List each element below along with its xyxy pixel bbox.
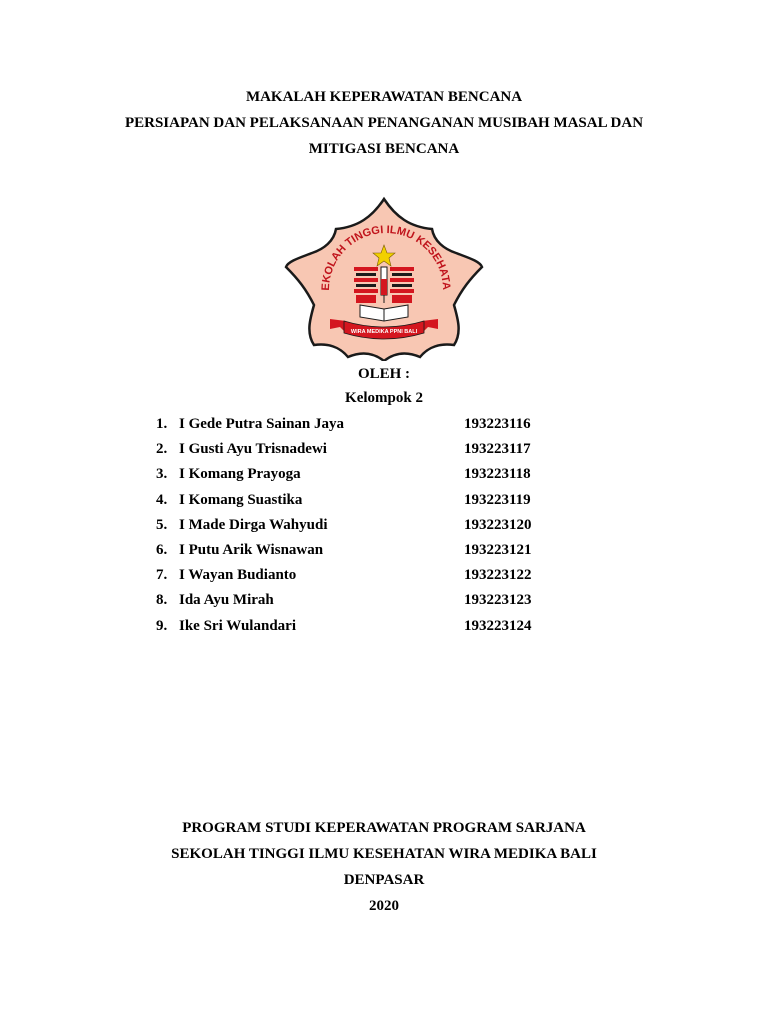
member-name: I Made Dirga Wahyudi	[179, 516, 328, 533]
member-row	[156, 617, 576, 642]
member-name: Ike Sri Wulandari	[179, 617, 296, 634]
member-row	[156, 415, 576, 440]
title-line-3: MITIGASI BENCANA	[308, 141, 460, 157]
document-title	[0, 86, 768, 164]
institution-logo	[284, 195, 484, 361]
member-row	[156, 516, 576, 541]
year-label: 2020	[369, 898, 399, 914]
title-line-2: PERSIAPAN DAN PELAKSANAAN PENANGANAN MUSIBAH MASAL DAN	[124, 115, 644, 131]
member-row	[156, 541, 576, 566]
member-number: 6.	[156, 541, 168, 558]
member-number: 2.	[156, 441, 168, 458]
member-id: 193223124	[464, 617, 532, 634]
school-name: SEKOLAH TINGGI ILMU KESEHATAN WIRA MEDIKA BALI	[171, 846, 597, 862]
member-id: 193223119	[464, 491, 531, 508]
member-number: 3.	[156, 466, 168, 483]
member-number: 9.	[156, 617, 168, 634]
member-name: I Gusti Ayu Trisnadewi	[179, 441, 327, 458]
institution-footer	[0, 818, 768, 922]
logo-ribbon-text: WIRA MEDIKA PPNI BALI	[350, 329, 418, 335]
member-name: Ida Ayu Mirah	[179, 592, 274, 609]
member-number: 4.	[156, 491, 168, 508]
member-list	[156, 415, 576, 642]
city-name: DENPASAR	[343, 872, 425, 888]
member-row	[156, 566, 576, 591]
title-line-1: MAKALAH KEPERAWATAN BENCANA	[245, 89, 523, 105]
program-name: PROGRAM STUDI KEPERAWATAN PROGRAM SARJANA	[182, 820, 586, 836]
member-id: 193223117	[464, 441, 531, 458]
member-number: 7.	[156, 567, 168, 584]
member-name: I Gede Putra Sainan Jaya	[179, 416, 345, 432]
member-name: I Putu Arik Wisnawan	[179, 541, 324, 558]
institution-logo-emblem	[284, 195, 484, 361]
member-name: I Komang Prayoga	[179, 466, 301, 483]
member-row	[156, 491, 576, 516]
member-number: 8.	[156, 592, 168, 609]
member-id: 193223121	[464, 541, 532, 558]
logo-ring-text: EKOLAH TINGGI ILMU KESEHATA	[319, 223, 453, 291]
member-id: 193223120	[464, 516, 532, 533]
member-id: 193223123	[464, 592, 532, 609]
member-row	[156, 440, 576, 465]
member-name: I Wayan Budianto	[179, 567, 297, 584]
member-number: 1.	[156, 416, 168, 432]
member-id: 193223118	[464, 466, 531, 483]
member-number: 5.	[156, 516, 168, 533]
member-row	[156, 591, 576, 616]
member-id: 193223122	[464, 567, 532, 584]
author-label: OLEH :	[357, 366, 411, 382]
member-row	[156, 465, 576, 490]
member-id: 193223116	[464, 416, 531, 432]
group-label: Kelompok 2	[345, 390, 423, 406]
member-name: I Komang Suastika	[179, 491, 303, 508]
